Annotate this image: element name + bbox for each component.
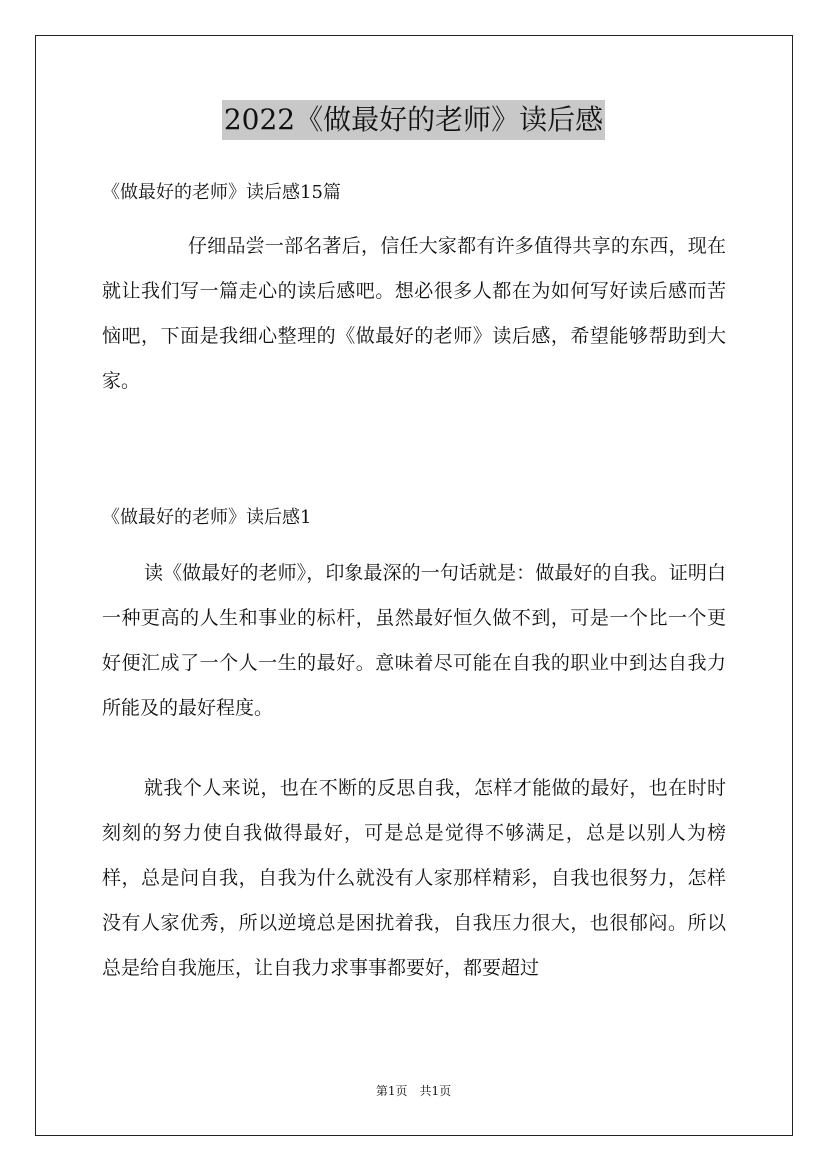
intro-paragraph: 仔细品尝一部名著后，信任大家都有许多值得共享的东西，现在就让我们写一篇走心的读后感吧。想必很多人都在为如何写好读后感而苦恼吧，下面是我细心整理的《做最好的老师》读后感，希望能够帮助到大家。 — [102, 235, 726, 392]
document-title: 2022《做最好的老师》读后感 — [222, 100, 605, 140]
body-paragraph-2: 就我个人来说，也在不断的反思自我，怎样才能做的最好，也在时时刻刻的努力使自我做得最好，可是总是觉得不够满足，总是以别人为榜样，总是问自我，自我为什么就没有人家那样精彩，自我也很努力，怎样没有人家优秀，所以逆境总是困扰着我，自我压力很大，也很郁闷。所以总是给自我施压，让自我力求事事都要好，都要超过 — [102, 777, 726, 979]
body-paragraph-1: 读《做最好的老师》，印象最深的一句话就是：做最好的自我。证明白一种更高的人生和事业的标杆，虽然最好恒久做不到，可是一个比一个更好便汇成了一个人一生的最好。意味着尽可能在自我的职业中到达自我力所能及的最好程度。 — [102, 562, 726, 719]
document-subtitle: 《做最好的老师》读后感15篇 — [102, 182, 341, 203]
title-container — [0, 100, 827, 140]
page-footer: 第1页 共1页 — [375, 1084, 452, 1098]
section-heading: 《做最好的老师》读后感1 — [102, 507, 312, 528]
